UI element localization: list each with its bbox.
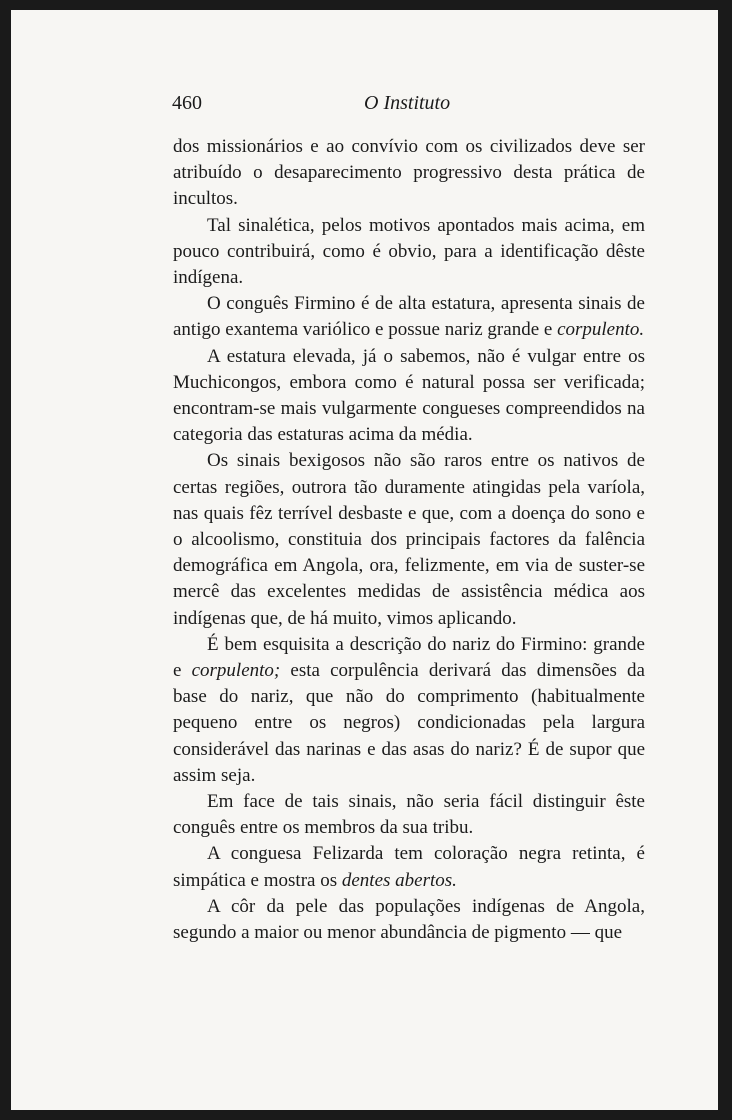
text-segment: A conguesa Felizarda tem coloração negra retinta, é simpática e mostra os [173,843,645,891]
text-segment: É bem esquisita a descrição do nariz do Firmino: grande e [173,633,645,682]
body-text [173,134,645,946]
text-segment: A côr da pele das populações indígenas de Angola, segundo a maior ou menor abundância de pigmento — que [173,895,645,944]
paragraph [173,789,645,841]
italic-text-segment: corpulento; [191,660,281,682]
text-segment: Os sinais bexigosos não são raros entre os nativos de certas regiões, outrora tão duramente atingidas pela varíola, nas quais fêz terrível desbaste e que, com a doença do sono e o alcoolismo, constituia dos principais factores da falência demográfica em Angola, ora, felizmente, em via de suster-se mercê das excelentes medidas de assistência médica aos indígenas que, de há muito, vimos aplicando. [173,450,645,629]
page-number: 460 [172,92,202,114]
text-segment: O conguês Firmino é de alta estatura, apresenta sinais de antigo exantema variólico e possue nariz grande e [173,293,645,341]
page-header [172,92,654,122]
italic-text-segment: corpulento. [557,319,645,341]
running-title: O Instituto [364,92,451,114]
paragraph [173,291,645,343]
text-segment: esta corpulência derivará das dimensões da base do nariz, que não do comprimento (habitualmente pequeno entre os negros) condicionadas pela largura considerável das narinas e das asas do nariz? É de supor que assim seja. [173,660,645,786]
paragraph [173,841,645,893]
text-segment: A estatura elevada, já o sabemos, não é vulgar entre os Muchicongos, embora como é natural possa ser verificada; encontram-se mais vulgarmente congueses compreendidos na categoria das estaturas acima da média. [173,345,645,446]
paragraph [173,448,645,631]
italic-text-segment: dentes abertos. [341,869,457,891]
paragraph [173,213,645,292]
book-page [11,10,718,1110]
text-segment: Tal sinalética, pelos motivos apontados mais acima, em pouco contribuirá, como é obvio, para a identificação dêste indígena. [173,214,645,289]
paragraph [173,894,645,946]
paragraph [173,344,645,449]
paragraph [173,134,645,213]
paragraph [173,632,645,789]
text-segment: Em face de tais sinais, não seria fácil distinguir êste conguês entre os membros da sua tribu. [173,791,645,839]
text-segment: dos missionários e ao convívio com os civilizados deve ser atribuído o desaparecimento progressivo desta prática de incultos. [173,136,645,210]
